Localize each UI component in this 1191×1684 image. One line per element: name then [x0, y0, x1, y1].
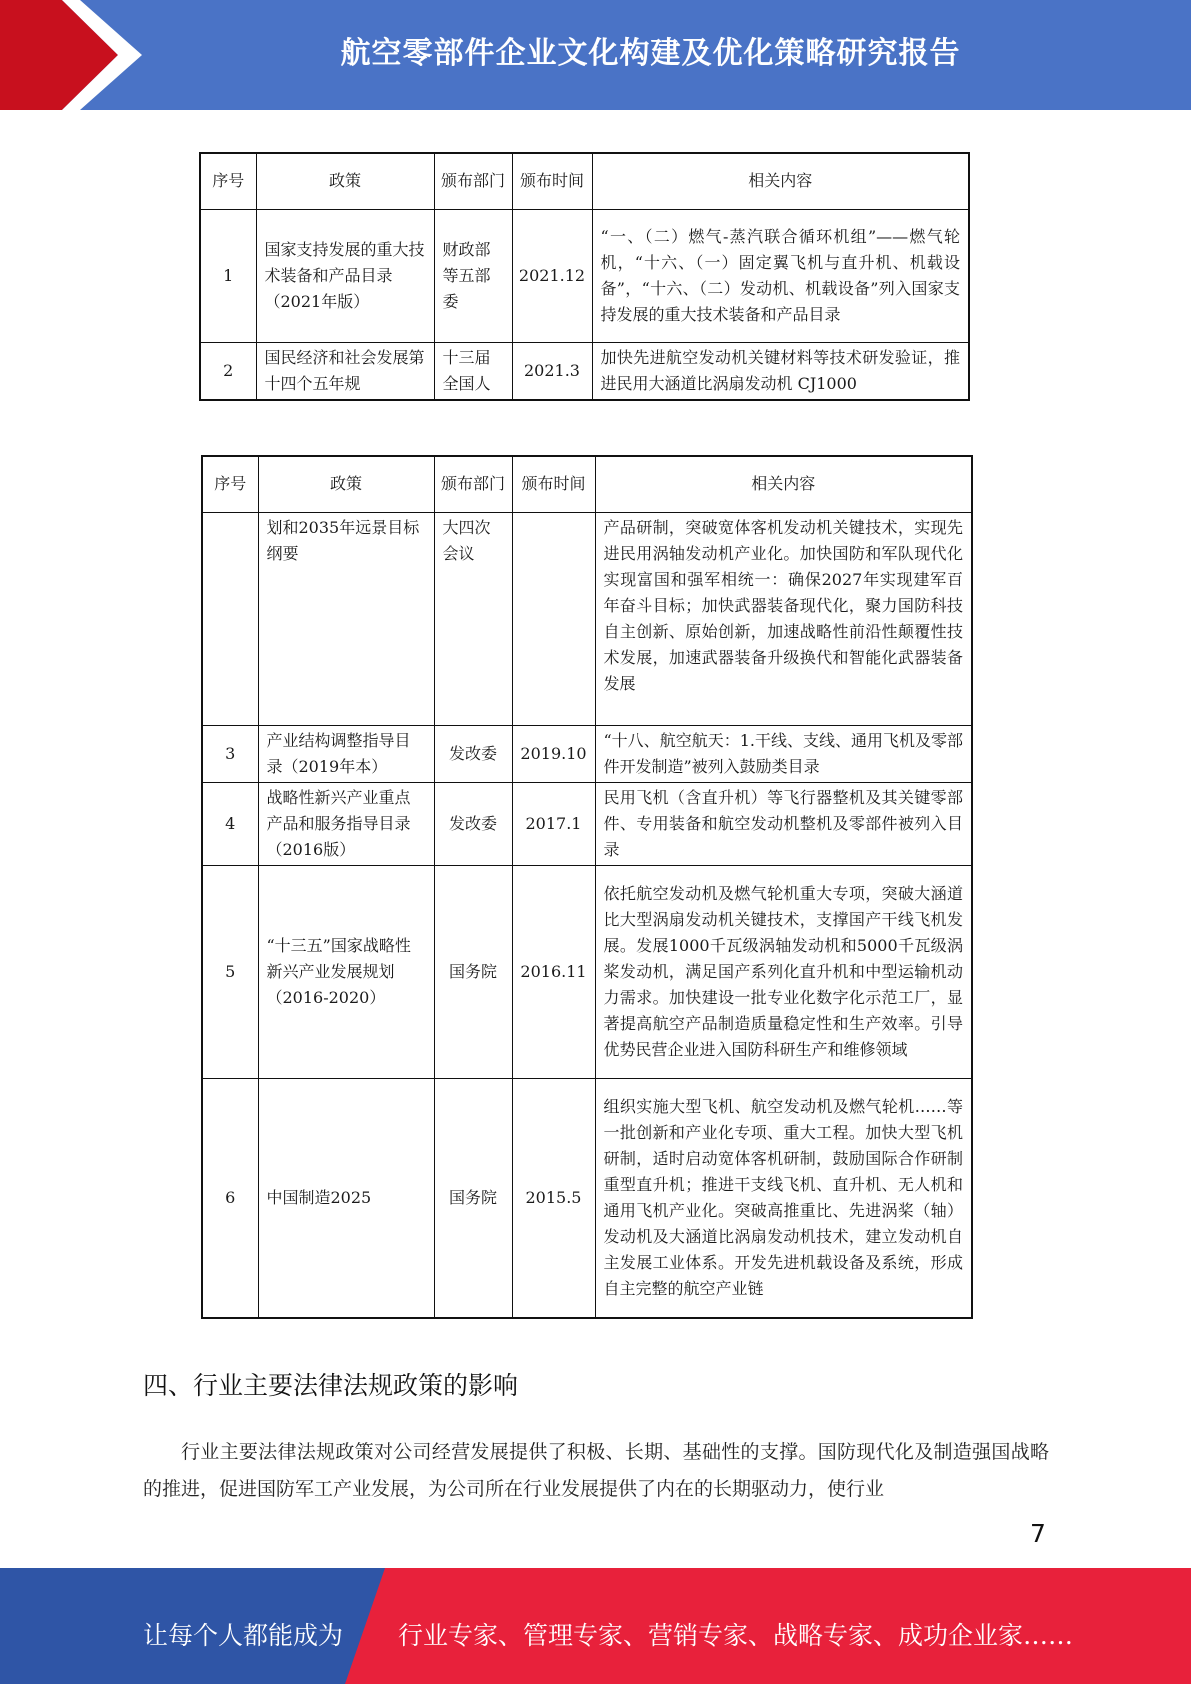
cell-date: 2017.1 [512, 782, 595, 865]
cell-date: 2015.5 [512, 1078, 595, 1318]
cell-no: 5 [202, 865, 258, 1078]
cell-no: 1 [200, 209, 256, 342]
cell-content: 依托航空发动机及燃气轮机重大专项，突破大涵道比大型涡扇发动机关键技术，支撑国产干线飞机发展。发展1000千瓦级涡轴发动机和5000千瓦级涡桨发动机，满足国产系列化直升机和中型运输机动力需求。加快建设一批专业化数字化示范工厂，显著提高航空产品制造质量稳定性和生产效率。引导优势民营企业进入国防科研生产和维修领域 [595, 865, 972, 1078]
page-number: 7 [1030, 1519, 1046, 1548]
table-row [202, 1078, 972, 1318]
cell-dept: 国务院 [434, 865, 512, 1078]
cell-date: 2021.12 [512, 209, 592, 342]
table-row [202, 725, 972, 782]
header-date: 颁布时间 [512, 153, 592, 209]
document-title: 航空零部件企业文化构建及优化策略研究报告 [340, 36, 961, 71]
cell-policy: “十三五”国家战略性新兴产业发展规划（2016-2020） [258, 865, 434, 1078]
cell-policy: 产业结构调整指导目录（2019年本） [258, 725, 434, 782]
cell-date: 2021.3 [512, 342, 592, 400]
header-chevron-decoration [0, 0, 150, 110]
cell-dept: 大四次会议 [434, 512, 512, 725]
header-no: 序号 [200, 153, 256, 209]
header-dept: 颁布部门 [434, 153, 512, 209]
page-footer [0, 1568, 1191, 1684]
cell-policy: 国家支持发展的重大技术装备和产品目录（2021年版） [256, 209, 434, 342]
header-dept: 颁布部门 [434, 456, 512, 512]
cell-dept: 财政部等五部委 [434, 209, 512, 342]
cell-no: 6 [202, 1078, 258, 1318]
footer-slogan-right: 行业专家、管理专家、营销专家、战略专家、成功企业家…… [398, 1621, 1074, 1650]
table-row [200, 342, 969, 400]
cell-dept: 发改委 [434, 725, 512, 782]
cell-policy: 战略性新兴产业重点产品和服务指导目录（2016版） [258, 782, 434, 865]
page-header [0, 0, 1191, 110]
cell-date: 2019.10 [512, 725, 595, 782]
cell-content: 组织实施大型飞机、航空发动机及燃气轮机……等一批创新和产业化专项、重大工程。加快大型飞机研制，适时启动宽体客机研制，鼓励国际合作研制重型直升机；推进干支线飞机、直升机、无人机和通用飞机产业化。突破高推重比、先进涡桨（轴）发动机及大涵道比涡扇发动机技术，建立发动机自主发展工业体系。开发先进机载设备及系统，形成自主完整的航空产业链 [595, 1078, 972, 1318]
cell-content: 加快先进航空发动机关键材料等技术研发验证，推进民用大涵道比涡扇发动机 CJ1000 [592, 342, 969, 400]
policy-table-1 [199, 152, 970, 401]
table-row [200, 209, 969, 342]
cell-dept: 十三届全国人 [434, 342, 512, 400]
header-content: 相关内容 [592, 153, 969, 209]
body-paragraph: 行业主要法律法规政策对公司经营发展提供了积极、长期、基础性的支撑。国防现代化及制造强国战略的推进，促进国防军工产业发展，为公司所在行业发展提供了内在的长期驱动力，使行业 [143, 1441, 1049, 1500]
table-row [202, 782, 972, 865]
cell-no: 4 [202, 782, 258, 865]
cell-date [512, 512, 595, 725]
cell-policy: 划和2035年远景目标纲要 [258, 512, 434, 725]
table-header-row [202, 456, 972, 512]
cell-policy: 国民经济和社会发展第十四个五年规 [256, 342, 434, 400]
table-header-row [200, 153, 969, 209]
footer-slogan-left: 让每个人都能成为 [143, 1621, 344, 1650]
header-policy: 政策 [256, 153, 434, 209]
cell-content: 产品研制，突破宽体客机发动机关键技术，实现先进民用涡轴发动机产业化。加快国防和军队现代化实现富国和强军相统一：确保2027年实现建军百年奋斗目标；加快武器装备现代化，聚力国防科技自主创新、原始创新，加速战略性前沿性颠覆性技术发展，加速武器装备升级换代和智能化武器装备发展 [595, 512, 972, 725]
section-heading: 四、行业主要法律法规政策的影响 [143, 1371, 519, 1400]
cell-no: 3 [202, 725, 258, 782]
header-no: 序号 [202, 456, 258, 512]
table-row [202, 865, 972, 1078]
header-content: 相关内容 [595, 456, 972, 512]
cell-policy: 中国制造2025 [258, 1078, 434, 1318]
table-row [202, 512, 972, 725]
cell-dept: 发改委 [434, 782, 512, 865]
cell-content: 民用飞机（含直升机）等飞行器整机及其关键零部件、专用装备和航空发动机整机及零部件被列入目录 [595, 782, 972, 865]
cell-date: 2016.11 [512, 865, 595, 1078]
cell-content: “十八、航空航天：1.干线、支线、通用飞机及零部件开发制造”被列入鼓励类目录 [595, 725, 972, 782]
policy-table-2 [201, 455, 973, 1319]
header-policy: 政策 [258, 456, 434, 512]
header-date: 颁布时间 [512, 456, 595, 512]
cell-dept: 国务院 [434, 1078, 512, 1318]
cell-no: 2 [200, 342, 256, 400]
cell-no [202, 512, 258, 725]
cell-content: “一、（二）燃气-蒸汽联合循环机组”——燃气轮机，“十六、（一）固定翼飞机与直升机、机载设备”，“十六、（二）发动机、机载设备”列入国家支持发展的重大技术装备和产品目录 [592, 209, 969, 342]
